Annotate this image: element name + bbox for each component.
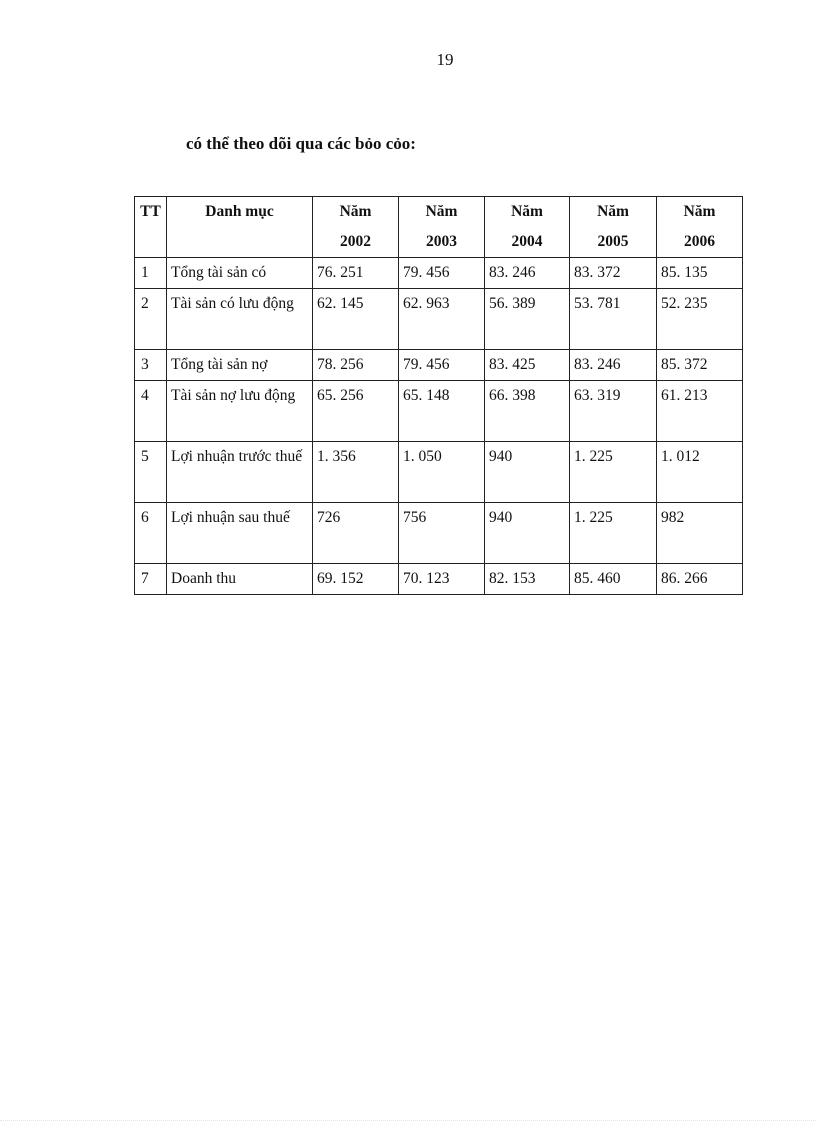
cell-2005: 83. 246 [570, 350, 657, 381]
cell-2005: 1. 225 [570, 442, 657, 503]
intro-text: có thể theo dõi qua các bỏo cỏo: [186, 134, 416, 153]
row-number: 3 [135, 350, 167, 381]
header-tt: TT [135, 197, 167, 258]
cell-2005: 85. 460 [570, 564, 657, 595]
row-category: Tổng tài sản có [167, 258, 313, 289]
cell-2003: 1. 050 [399, 442, 485, 503]
cell-2004: 83. 425 [485, 350, 570, 381]
cell-2005: 63. 319 [570, 381, 657, 442]
cell-2004: 56. 389 [485, 289, 570, 350]
header-category: Danh mục [167, 197, 313, 258]
cell-2006: 61. 213 [657, 381, 743, 442]
header-year-2005: Năm 2005 [570, 197, 657, 258]
cell-2002: 69. 152 [313, 564, 399, 595]
row-number: 5 [135, 442, 167, 503]
row-category: Doanh thu [167, 564, 313, 595]
cell-2003: 70. 123 [399, 564, 485, 595]
page-number: 19 [436, 50, 454, 69]
row-number: 1 [135, 258, 167, 289]
cell-2002: 76. 251 [313, 258, 399, 289]
cell-2002: 65. 256 [313, 381, 399, 442]
cell-2003: 65. 148 [399, 381, 485, 442]
table-row [135, 258, 743, 289]
table-row [135, 442, 743, 503]
cell-2002: 1. 356 [313, 442, 399, 503]
cell-2004: 83. 246 [485, 258, 570, 289]
cell-2005: 83. 372 [570, 258, 657, 289]
cell-2003: 756 [399, 503, 485, 564]
financial-table [134, 196, 743, 595]
row-category: Tổng tài sản nợ [167, 350, 313, 381]
cell-2006: 52. 235 [657, 289, 743, 350]
cell-2003: 62. 963 [399, 289, 485, 350]
table-row [135, 564, 743, 595]
cell-2006: 85. 372 [657, 350, 743, 381]
cell-2003: 79. 456 [399, 350, 485, 381]
row-category: Tài sản nợ lưu động [167, 381, 313, 442]
header-year-2006: Năm 2006 [657, 197, 743, 258]
cell-2005: 53. 781 [570, 289, 657, 350]
table-row [135, 381, 743, 442]
cell-2006: 982 [657, 503, 743, 564]
table-row [135, 350, 743, 381]
cell-2004: 82. 153 [485, 564, 570, 595]
header-year-2004: Năm 2004 [485, 197, 570, 258]
row-category: Lợi nhuận trước thuế [167, 442, 313, 503]
row-number: 6 [135, 503, 167, 564]
cell-2002: 62. 145 [313, 289, 399, 350]
cell-2004: 66. 398 [485, 381, 570, 442]
header-year-2003: Năm 2003 [399, 197, 485, 258]
cell-2003: 79. 456 [399, 258, 485, 289]
row-number: 2 [135, 289, 167, 350]
cell-2002: 726 [313, 503, 399, 564]
cell-2005: 1. 225 [570, 503, 657, 564]
table-row [135, 289, 743, 350]
row-category: Tài sản có lưu động [167, 289, 313, 350]
page-bottom-rule [0, 1120, 816, 1122]
table-header-row [135, 197, 743, 258]
table-row [135, 503, 743, 564]
cell-2004: 940 [485, 503, 570, 564]
cell-2006: 85. 135 [657, 258, 743, 289]
header-year-2002: Năm 2002 [313, 197, 399, 258]
row-number: 4 [135, 381, 167, 442]
cell-2006: 86. 266 [657, 564, 743, 595]
row-number: 7 [135, 564, 167, 595]
cell-2002: 78. 256 [313, 350, 399, 381]
cell-2004: 940 [485, 442, 570, 503]
row-category: Lợi nhuận sau thuế [167, 503, 313, 564]
cell-2006: 1. 012 [657, 442, 743, 503]
